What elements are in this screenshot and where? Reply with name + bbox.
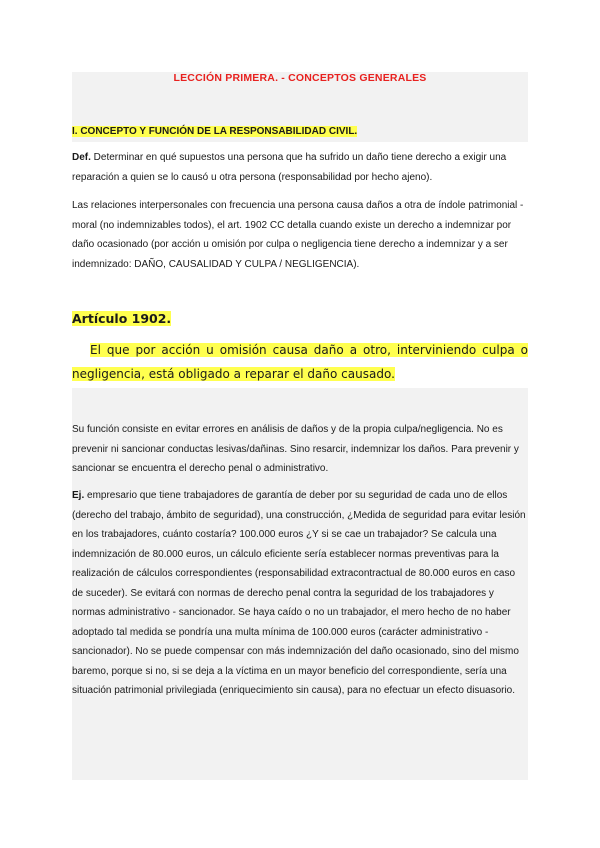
section-heading-text: I. CONCEPTO Y FUNCIÓN DE LA RESPONSABILIDAD CIVIL.: [72, 126, 358, 137]
lesson-title: LECCIÓN PRIMERA. - CONCEPTOS GENERALES: [173, 72, 427, 84]
example-text: empresario que tiene trabajadores de garantía de deber por su seguridad de cada uno de ellos (derecho del trabajo, ámbito de seguridad), una construcción, ¿Medida de seguridad para evitar lesión en los trabajadores, cuánto costaría? 100.000 euros ¿Y si se cae un trabajador? Se calcula una indemnización de 80.000 euros, un cálculo eficiente sería establecer normas preventivas para la realización de cálculos correspondientes (responsabilidad extracontractual de 80.000 euros en caso de suceder). Se evitará con normas de derecho penal contra la seguridad de los trabajadores y normas administrativo - sancionador. Se haya caído o no un trabajador, el mero hecho de no haber adoptado tal medida se pondría una multa mínima de 100.000 euros (carácter administrativo - sancionador). No se puede compensar con más indemnización del daño ocasionado, sino del mismo baremo, porque si no, si se deja a la víctima en un mayor beneficio del correspondiente, sería una situación patrimonial privilegiada (enriquecimiento sin causa), para no efectuar un efecto disuasorio.: [72, 490, 526, 696]
article-text: [72, 338, 528, 386]
relations-paragraph: Las relaciones interpersonales con frecuencia una persona causa daños a otra de índole patrimonial - moral (no indemnizables todos), el art. 1902 CC detalla cuando existe un derecho a indemnizar por daño ocasionado (por acción u omisión por culpa o negligencia tiene derecho a indemnizar y a ser indemnizado: DAÑO, CAUSALIDAD Y CULPA / NEGLIGENCIA).: [72, 200, 524, 270]
definition-label: Def.: [72, 152, 91, 163]
article-text-content: El que por acción u omisión causa daño a otro, interviniendo culpa o negligencia, está obligado a reparar el daño causado.: [72, 343, 528, 381]
example-label: Ej.: [72, 490, 85, 501]
function-paragraph: Su función consiste en evitar errores en análisis de daños y de la propia culpa/negligencia. No es prevenir ni sancionar conductas lesivas/dañinas. Sino resarcir, indemnizar los daños. Para prevenir y sancionar se encuentra el derecho penal o administrativo.: [72, 424, 519, 474]
article-title: [72, 310, 171, 327]
example-paragraph: [72, 486, 528, 701]
definition-paragraph: [72, 148, 528, 187]
section-heading: [72, 125, 528, 138]
definition-text: Determinar en qué supuestos una persona que ha sufrido un daño tiene derecho a exigir una reparación a quien se lo causó u otra persona (responsabilidad por hecho ajeno).: [72, 152, 507, 183]
article-title-text: Artículo 1902.: [72, 311, 172, 326]
